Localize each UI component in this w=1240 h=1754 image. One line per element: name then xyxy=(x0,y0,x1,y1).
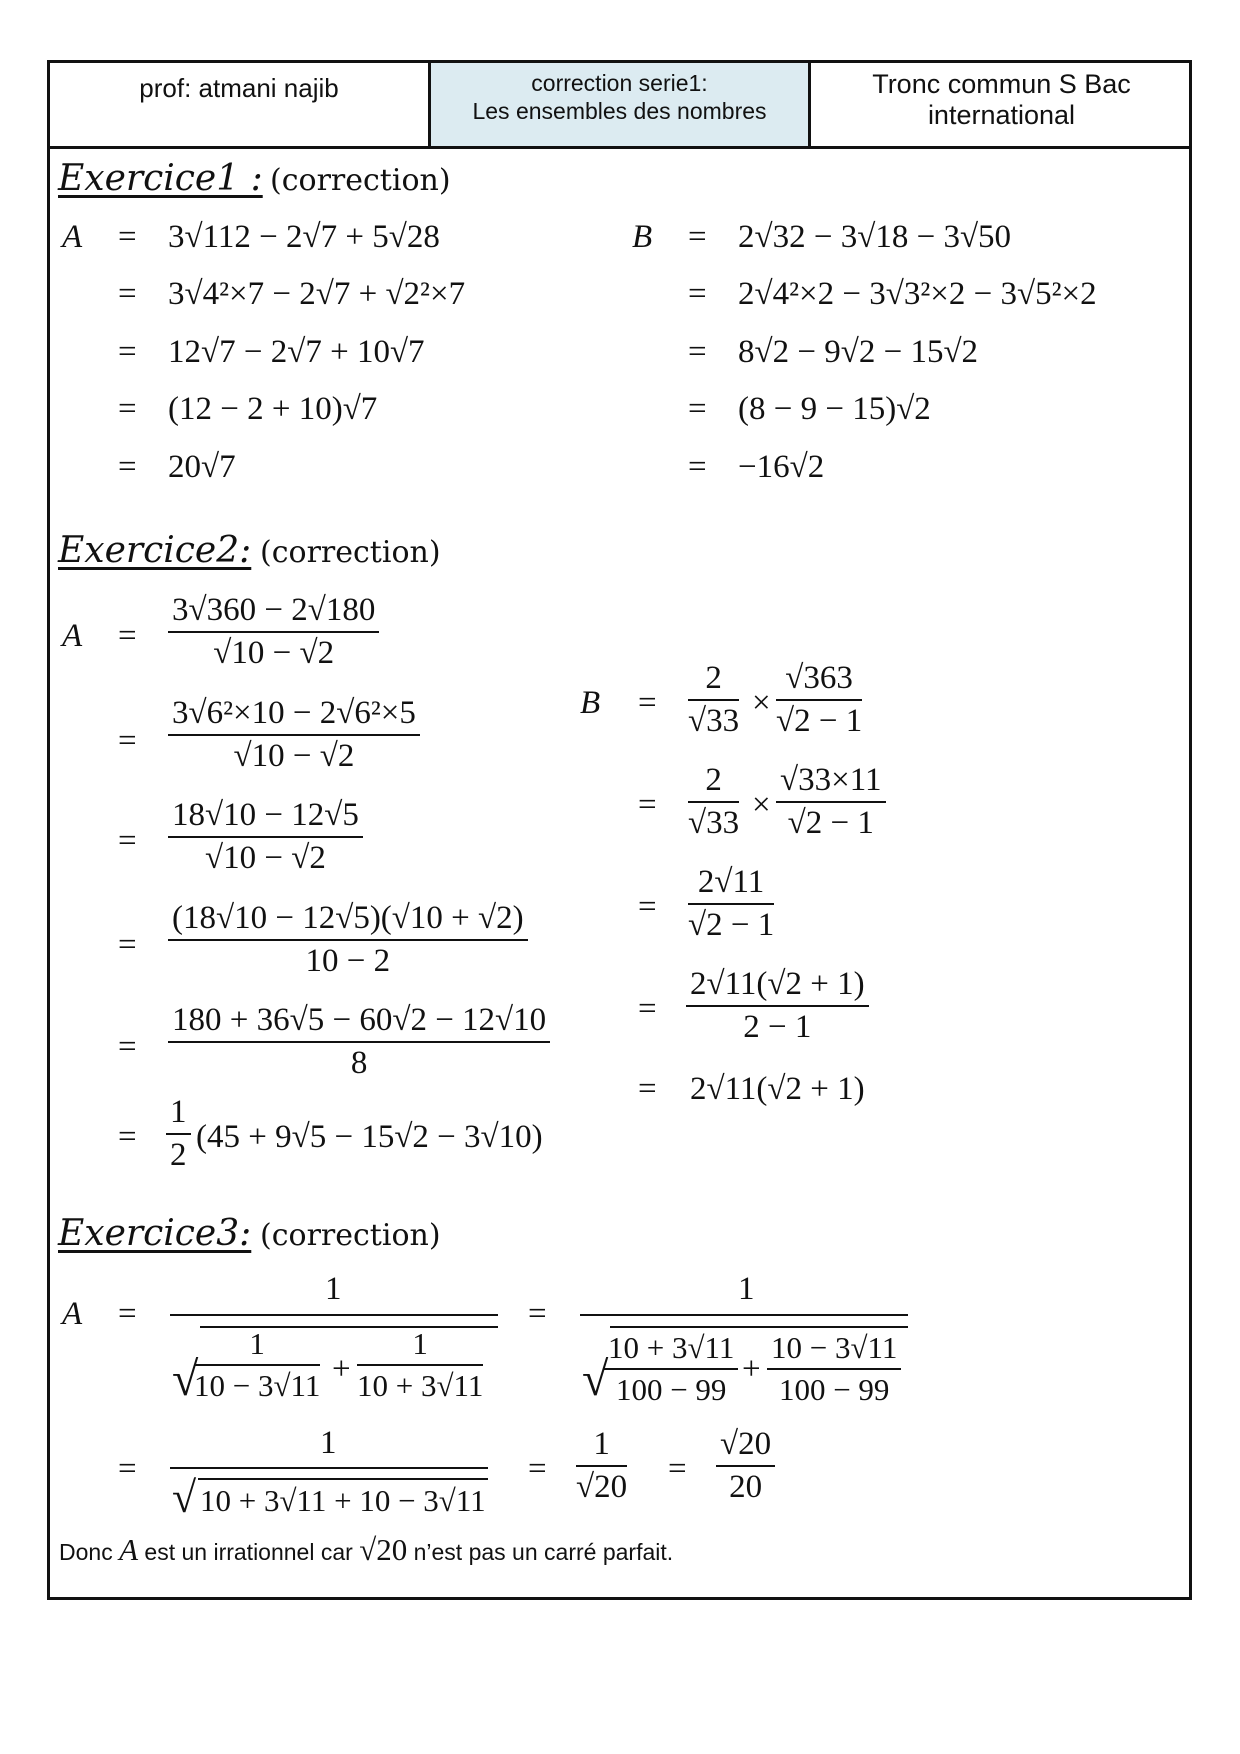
ex1-A-step: 3√4²×7 − 2√7 + √2²×7 xyxy=(168,276,466,312)
frac-den: 2 xyxy=(170,1137,187,1173)
ex1-eq: = xyxy=(118,391,137,427)
ex3-inner-frac xyxy=(357,1326,483,1404)
frac-num: 18√10 − 12√5 xyxy=(168,797,363,838)
ex3-frac xyxy=(576,1426,627,1506)
author-cell xyxy=(50,63,431,146)
frac-den: √10 − √2 xyxy=(205,840,326,876)
ex2-eq: = xyxy=(638,787,657,823)
ex2-eq: = xyxy=(118,1119,137,1155)
ex1-eq: = xyxy=(118,334,137,370)
frac-den: √2 − 1 xyxy=(688,907,775,943)
ex3-inner-frac xyxy=(194,1326,320,1404)
ex2-eq: = xyxy=(118,618,137,654)
plus-sign: + xyxy=(742,1351,761,1387)
level-line1: Tronc commun S Bac xyxy=(872,69,1131,99)
header-table xyxy=(50,63,1189,149)
ex2-B-frac xyxy=(776,762,886,842)
subject-line2: Les ensembles des nombres xyxy=(472,98,767,124)
frac-den: 100 − 99 xyxy=(778,1372,890,1407)
frac-num: 3√360 − 2√180 xyxy=(168,592,379,633)
frac-num: 3√6²×10 − 2√6²×5 xyxy=(168,695,420,736)
frac-den: √2 − 1 xyxy=(787,805,874,841)
ex2-A-tail: (45 + 9√5 − 15√2 − 3√10) xyxy=(196,1119,543,1155)
ex2-B-frac xyxy=(688,762,739,842)
ex3-eq: = xyxy=(668,1451,687,1487)
frac-den: √20 xyxy=(576,1469,628,1505)
frac-den: 10 + 3√11 xyxy=(357,1368,484,1403)
ex2-A-half xyxy=(166,1094,191,1174)
ex2-eq: = xyxy=(638,1071,657,1107)
ex3-eq: = xyxy=(528,1451,547,1487)
ex3-eq: = xyxy=(118,1296,137,1332)
conclusion-var: A xyxy=(119,1532,139,1567)
ex2-title: Exercice2: xyxy=(58,530,252,571)
ex2-A-frac xyxy=(168,695,420,775)
ex2-eq: = xyxy=(638,889,657,925)
frac-den: 10 − 2 xyxy=(305,943,391,979)
frac-num: 1 xyxy=(357,1326,483,1366)
ex3-title: Exercice3: xyxy=(58,1213,252,1254)
frac-num: √20 xyxy=(716,1426,775,1467)
ex1-eq: = xyxy=(688,449,707,485)
conclusion-math: √20 xyxy=(359,1532,408,1567)
ex3-one: 1 xyxy=(325,1271,342,1307)
frac-num: 1 xyxy=(576,1426,627,1467)
ex1-note: (correction) xyxy=(270,163,451,198)
ex1-A-step: 3√112 − 2√7 + 5√28 xyxy=(168,219,440,255)
ex1-title: Exercice1 : xyxy=(58,158,263,199)
ex3-inner-frac xyxy=(604,1330,738,1408)
ex3-eq: = xyxy=(118,1451,137,1487)
ex1-eq: = xyxy=(118,449,137,485)
ex3-inner-frac xyxy=(767,1330,901,1408)
ex1-B-step: 2√4²×2 − 3√3²×2 − 3√5²×2 xyxy=(738,276,1097,312)
subject-cell xyxy=(431,63,811,146)
frac-num: 10 + 3√11 xyxy=(604,1330,738,1370)
fraction-bar xyxy=(170,1314,498,1316)
ex3-frac xyxy=(716,1426,775,1506)
conclusion-post: n’est pas un carré parfait. xyxy=(413,1539,674,1565)
frac-num: (18√10 − 12√5)(√10 + √2) xyxy=(168,900,528,941)
frac-den: 10 − 3√11 xyxy=(194,1368,321,1403)
ex2-eq: = xyxy=(118,723,137,759)
frac-num: 2 xyxy=(688,660,739,701)
frac-num: 180 + 36√5 − 60√2 − 12√10 xyxy=(168,1002,550,1043)
ex2-eq: = xyxy=(638,685,657,721)
frac-den: √33 xyxy=(688,703,740,739)
frac-den: √33 xyxy=(688,805,740,841)
fraction-bar xyxy=(580,1314,908,1316)
ex2-eq: = xyxy=(118,927,137,963)
frac-den: 100 − 99 xyxy=(615,1372,727,1407)
times-sign: × xyxy=(752,787,771,823)
frac-num: 2√11(√2 + 1) xyxy=(686,966,869,1007)
ex1-A-step: 12√7 − 2√7 + 10√7 xyxy=(168,334,425,370)
frac-den: √10 − √2 xyxy=(213,635,335,671)
conclusion xyxy=(59,1532,673,1568)
ex1-eq: = xyxy=(118,276,137,312)
conclusion-pre: Donc xyxy=(59,1539,113,1565)
fraction-bar xyxy=(170,1467,488,1469)
ex3-one: 1 xyxy=(738,1271,755,1307)
ex1-B-step: 2√32 − 3√18 − 3√50 xyxy=(738,219,1012,255)
frac-num: 1 xyxy=(166,1094,191,1135)
ex1-B-step: (8 − 9 − 15)√2 xyxy=(738,391,931,427)
level-cell xyxy=(811,63,1192,146)
ex3-A-label: A xyxy=(62,1296,83,1332)
ex1-eq: = xyxy=(688,276,707,312)
ex3-eq: = xyxy=(528,1296,547,1332)
ex2-B-label: B xyxy=(580,685,601,721)
frac-num: 1 xyxy=(194,1326,320,1366)
radical-bar xyxy=(610,1326,908,1328)
ex2-eq: = xyxy=(118,823,137,859)
ex1-eq: = xyxy=(118,219,137,255)
ex2-B-frac xyxy=(776,660,862,740)
frac-den: √10 − √2 xyxy=(233,738,355,774)
frac-den: 20 xyxy=(729,1469,763,1505)
subject-line1: correction serie1: xyxy=(531,70,708,96)
frac-num: 2 xyxy=(688,762,739,803)
ex1-eq: = xyxy=(688,219,707,255)
radical-sign: √ xyxy=(172,1353,199,1406)
frac-num: √363 xyxy=(776,660,862,701)
frac-num: √33×11 xyxy=(776,762,886,803)
radical-sign: √ xyxy=(582,1353,609,1406)
ex2-A-label: A xyxy=(62,618,83,654)
ex1-B-step: 8√2 − 9√2 − 15√2 xyxy=(738,334,979,370)
ex1-B-label: B xyxy=(632,219,653,255)
times-sign: × xyxy=(752,685,771,721)
ex1-B-step: −16√2 xyxy=(738,449,825,485)
frac-num: 10 − 3√11 xyxy=(767,1330,901,1370)
ex1-A-step: (12 − 2 + 10)√7 xyxy=(168,391,378,427)
level-line2: international xyxy=(927,100,1076,130)
ex2-A-frac xyxy=(168,1002,550,1082)
ex2-B-frac xyxy=(688,864,774,944)
ex3-root-content: 10 + 3√11 + 10 − 3√11 xyxy=(200,1483,486,1518)
ex2-eq: = xyxy=(118,1029,137,1065)
ex1-A-step: 20√7 xyxy=(168,449,236,485)
radical-sign: √ xyxy=(172,1473,197,1522)
ex3-note: (correction) xyxy=(260,1218,441,1253)
ex2-B-result: 2√11(√2 + 1) xyxy=(690,1071,865,1107)
ex2-A-frac xyxy=(168,797,363,877)
ex2-B-frac xyxy=(688,660,739,740)
plus-sign: + xyxy=(332,1351,351,1387)
conclusion-mid: est un irrationnel car xyxy=(144,1539,353,1565)
frac-den: 2 − 1 xyxy=(743,1009,812,1045)
author-name: prof: atmani najib xyxy=(139,73,339,103)
ex1-A-label: A xyxy=(62,219,83,255)
ex2-A-frac xyxy=(168,900,528,980)
frac-den: 8 xyxy=(350,1045,368,1081)
frac-num: 2√11 xyxy=(688,864,774,905)
ex2-B-frac xyxy=(686,966,869,1046)
radical-bar xyxy=(198,1478,488,1480)
ex2-A-frac xyxy=(168,592,379,672)
ex1-eq: = xyxy=(688,391,707,427)
ex3-one: 1 xyxy=(320,1425,337,1461)
ex2-eq: = xyxy=(638,991,657,1027)
ex1-eq: = xyxy=(688,334,707,370)
ex2-note: (correction) xyxy=(260,535,441,570)
frac-den: √2 − 1 xyxy=(776,703,863,739)
